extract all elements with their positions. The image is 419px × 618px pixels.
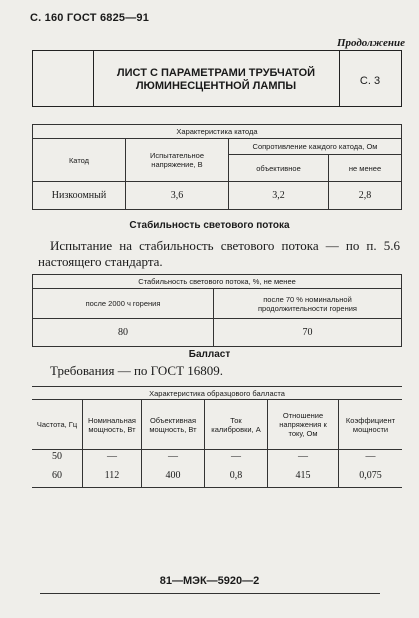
ballast-table — [32, 386, 402, 488]
stability-table — [32, 274, 402, 347]
cathode-row-voltage: 3,6 — [126, 182, 229, 210]
page-header-continuation: Продолжение — [336, 37, 405, 49]
ballast-col-power-factor: Коэффициент мощности — [339, 400, 403, 450]
col-resistance-nominal: объективное — [229, 155, 329, 182]
sheet-title-line2: ЛЮМИНЕСЦЕНТНОЙ ЛАМПЫ — [135, 80, 297, 92]
ballast-row-60-freq: 60 — [32, 464, 83, 488]
stability-val-70pct: 70 — [214, 319, 402, 347]
col-test-voltage: Испытательное напряжение, В — [126, 139, 229, 182]
footer-rule — [40, 593, 380, 594]
ballast-col-objective-power: Объективная мощность, Вт — [142, 400, 205, 450]
ballast-row-50-current: — — [205, 450, 268, 464]
sheet-title-line1: ЛИСТ С ПАРАМЕТРАМИ ТРУБЧАТОЙ — [116, 67, 316, 79]
cathode-table — [32, 124, 402, 210]
ballast-row-50-nominal: — — [83, 450, 142, 464]
ballast-col-nominal-power: Номинальная мощность, Вт — [83, 400, 142, 450]
col-cathode: Катод — [33, 139, 126, 182]
title-block — [32, 50, 402, 107]
stability-val-2000h: 80 — [33, 319, 214, 347]
stability-col-70pct: после 70 % номинальной продолжительности горения — [214, 289, 402, 319]
ballast-heading: Балласт — [188, 349, 231, 360]
ballast-row-60-objective: 400 — [142, 464, 205, 488]
col-resistance: Сопротивление каждого катода, Ом — [229, 139, 402, 155]
cathode-row-nominal: 3,2 — [229, 182, 329, 210]
ballast-text: Требования — по ГОСТ 16809. — [50, 363, 224, 378]
ballast-col-frequency: Частота, Гц — [32, 400, 83, 450]
stability-heading: Стабильность светового потока — [129, 220, 290, 231]
ballast-col-calibration-current: Ток калибровки, А — [205, 400, 268, 450]
ballast-row-50-freq: 50 — [32, 450, 83, 464]
ballast-row-60-factor: 0,075 — [339, 464, 403, 488]
stability-col-2000h: после 2000 ч горения — [33, 289, 214, 319]
sheet-page-number: С. 3 — [359, 75, 381, 87]
cathode-table-title: Характеристика катода — [33, 125, 402, 139]
cathode-row-name: Низкоомный — [33, 182, 126, 210]
ballast-table-title: Характеристика образцового балласта — [32, 387, 402, 400]
ballast-row-60-ratio: 415 — [268, 464, 339, 488]
ballast-row-60-nominal: 112 — [83, 464, 142, 488]
ballast-row-50-objective: — — [142, 450, 205, 464]
col-resistance-min: не менее — [329, 155, 402, 182]
page-header-left: С. 160 ГОСТ 6825—91 — [30, 12, 150, 24]
stability-text: Испытание на стабильность светового потока — по п. 5.6 настоящего стандарта. — [38, 238, 400, 269]
stability-table-title: Стабильность светового потока, %, не менее — [33, 275, 402, 289]
ballast-col-voltage-current-ratio: Отношение напряжения к току, Ом — [268, 400, 339, 450]
cathode-row-min: 2,8 — [329, 182, 402, 210]
ballast-row-60-current: 0,8 — [205, 464, 268, 488]
sheet-title — [93, 67, 339, 93]
page-footer: 81—МЭК—5920—2 — [159, 575, 260, 587]
ballast-row-50-factor: — — [339, 450, 403, 464]
ballast-row-50-ratio: — — [268, 450, 339, 464]
